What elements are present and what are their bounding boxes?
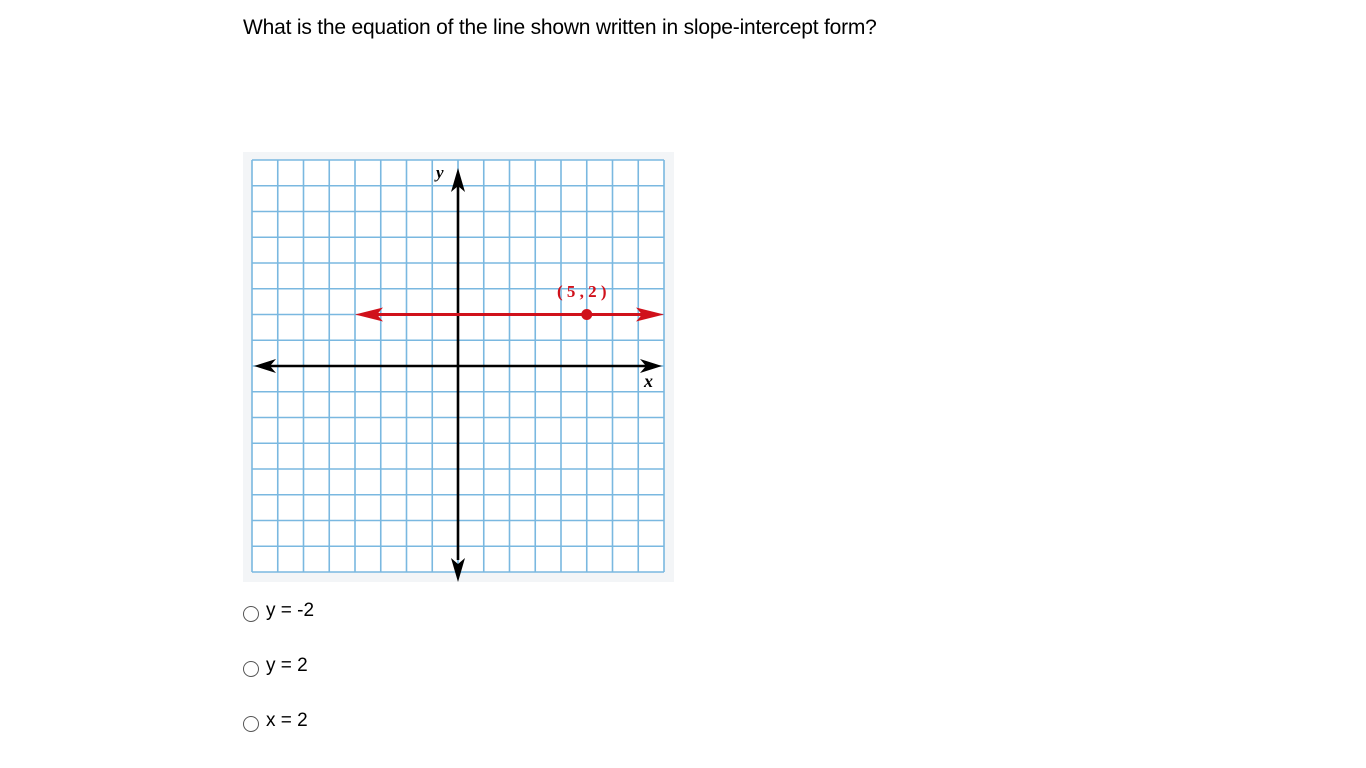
question-text: What is the equation of the line shown written in slope-intercept form? [243, 16, 877, 39]
radio-button[interactable] [243, 716, 259, 732]
option-x-equals-2[interactable] [243, 708, 314, 763]
point-label: ( 5 , 2 ) [557, 282, 607, 301]
option-y-equals-2[interactable] [243, 653, 314, 708]
answer-options [243, 598, 314, 763]
coordinate-graph [243, 152, 674, 582]
graph-svg [243, 152, 674, 582]
option-label: y = -2 [266, 600, 315, 621]
option-label: y = 2 [266, 655, 308, 676]
data-point [581, 309, 592, 320]
radio-button[interactable] [243, 661, 259, 677]
x-axis-label: x [644, 371, 653, 391]
radio-button[interactable] [243, 606, 259, 622]
option-y-equals-neg2[interactable] [243, 598, 314, 653]
y-axis-label: y [436, 163, 444, 182]
option-label: x = 2 [266, 710, 308, 731]
